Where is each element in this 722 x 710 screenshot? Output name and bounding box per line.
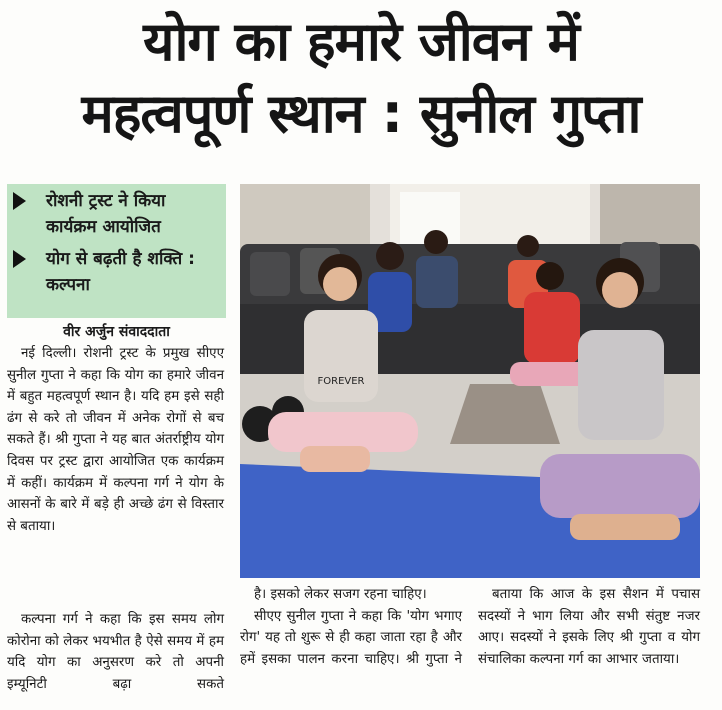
article-column-3 (478, 584, 700, 670)
article-column-1-continued (7, 609, 224, 695)
triangle-bullet-icon (13, 192, 40, 210)
deck-item (13, 246, 220, 298)
article-paragraph: कल्पना गर्ग ने कहा कि इस समय लोग कोरोना को लेकर भयभीत है ऐसे समय में हम यदि योग का अनुसरण करे तो अपनी इम्यूनिटी बढ़ा सकते (7, 612, 224, 692)
tshirt-text: FOREVER (317, 376, 365, 387)
deck-item-text: योग से बढ़ती है शक्ति : कल्पना (46, 249, 195, 295)
yoga-photo-illustration (240, 184, 700, 578)
article-column-2 (240, 584, 462, 670)
headline-line-2: महत्वपूर्ण स्थान : सुनील गुप्ता (81, 82, 641, 145)
article-paragraph: नई दिल्ली। रोशनी ट्रस्ट के प्रमुख सीएए सुनील गुप्ता ने कहा कि योग का हमारे जीवन में बहुत महत्वपूर्ण स्थान है। यदि हम इसे सही ढंग से करे तो जीवन में अनेक रोगों से बच सकते हैं। श्री गुप्ता ने यह बात अंतर्राष्ट्रीय योग दिवस पर ट्रस्ट द्वारा आयोजित एक कार्यक्रम में कहीं। कार्यक्रम में कल्पना गर्ग ने योग के आसनों के बारे में बड़े ही अच्छे ढंग से विस्तार से बताया। (7, 346, 224, 534)
article-column-1 (7, 343, 224, 537)
deck-box (7, 184, 226, 318)
deck-item-text: रोशनी ट्रस्ट ने किया कार्यक्रम आयोजित (46, 191, 166, 237)
article-paragraph: है। इसको लेकर सजग रहना चाहिए। (254, 587, 427, 602)
byline: वीर अर्जुन संवाददाता (63, 324, 170, 340)
yoga-photo (240, 184, 700, 578)
deck-item (13, 188, 220, 240)
headline (0, 6, 722, 150)
triangle-bullet-icon (13, 250, 40, 268)
article-paragraph: बताया कि आज के इस सैशन में पचास सदस्यों ने भाग लिया और सभी संतुष्ट नजर आए। सदस्यों ने इसके लिए श्री गुप्ता व योग संचालिका कल्पना गर्ग का आभार जताया। (478, 587, 700, 667)
article-paragraph: सीएए सुनील गुप्ता ने कहा कि 'योग भगाए रोग' यह तो शुरू से ही कहा जाता रहा है और हमें इसका पालन करना चाहिए। श्री गुप्ता ने (240, 608, 462, 667)
headline-line-1: योग का हमारे जीवन में (143, 10, 579, 73)
